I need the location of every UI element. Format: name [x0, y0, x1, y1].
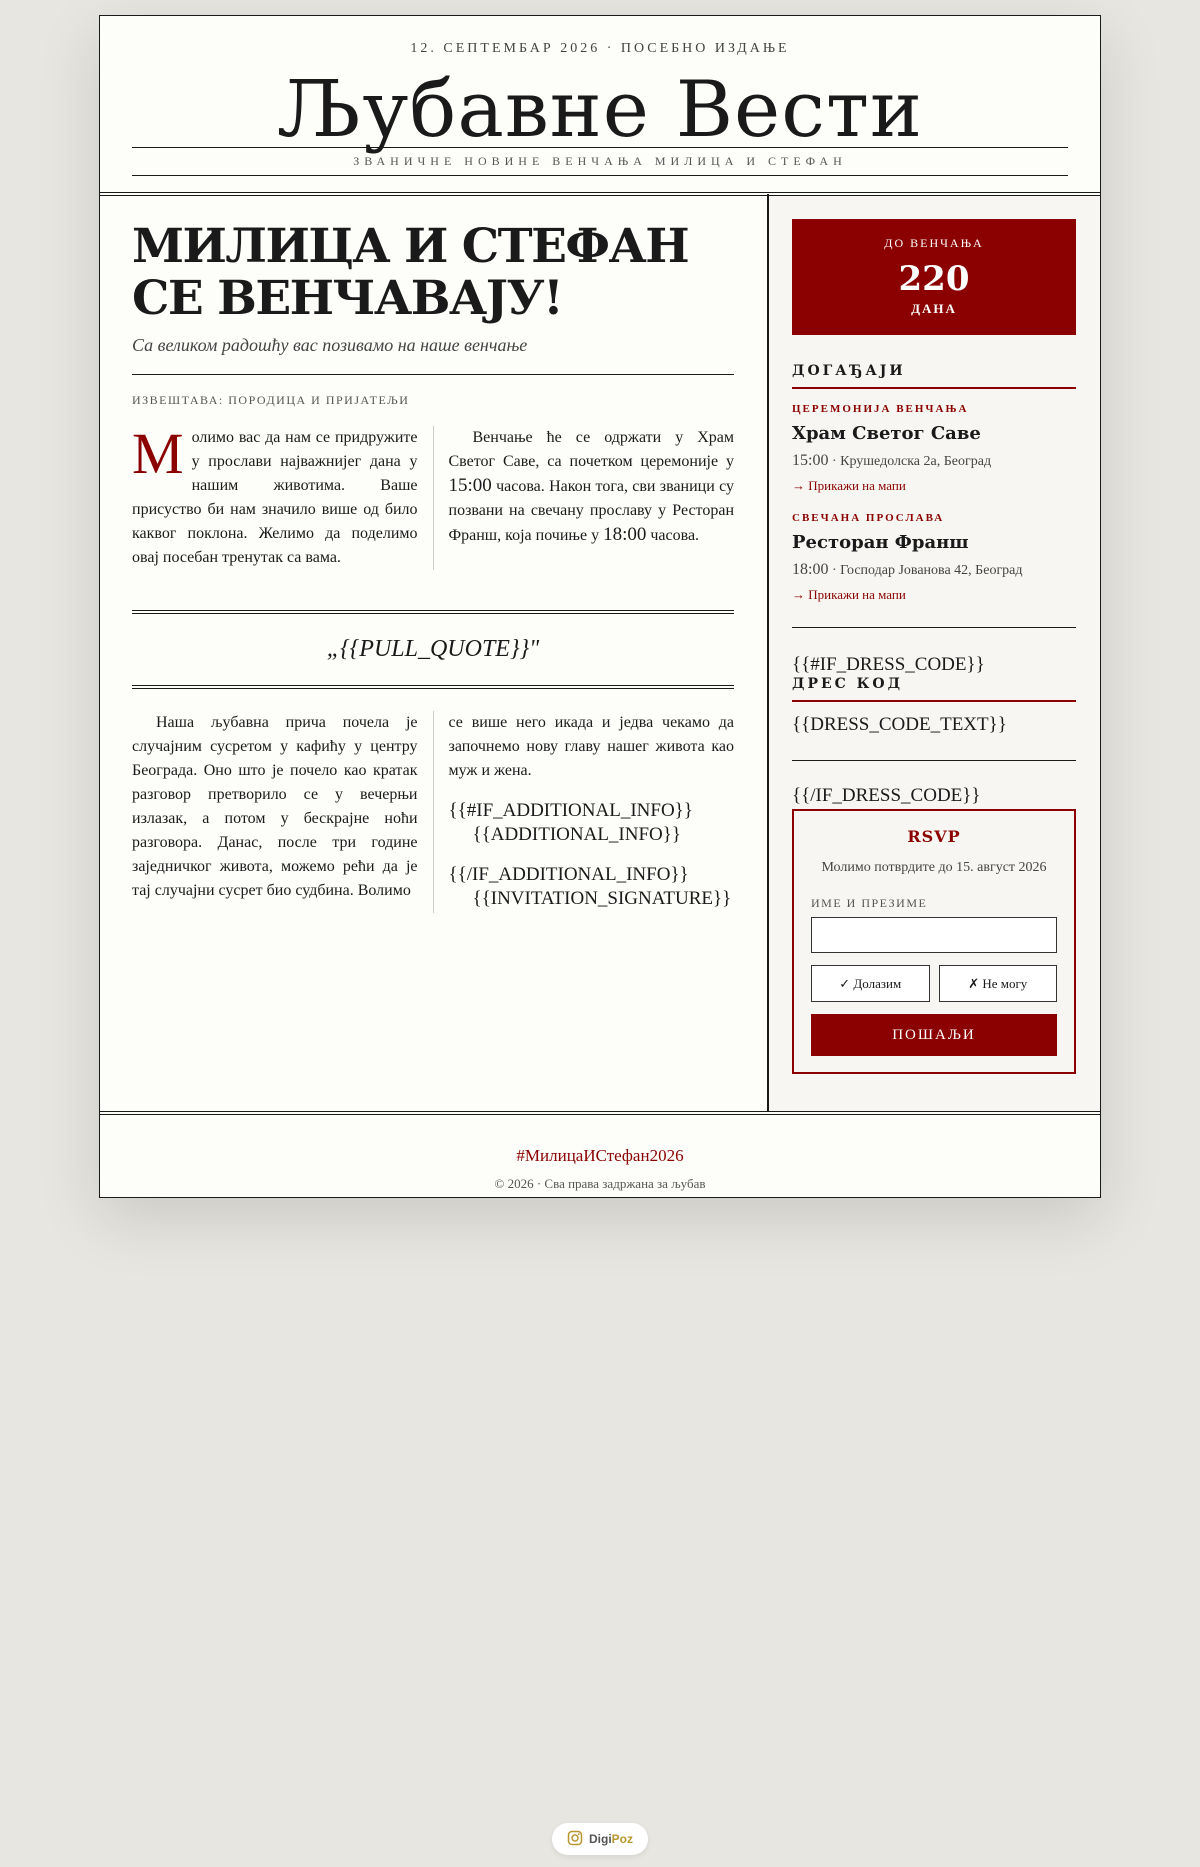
sidebar — [792, 219, 1076, 1074]
name-field-label: ИМЕ И ПРЕЗИМЕ — [811, 896, 928, 910]
event-address: · Крушедолска 2а, Београд — [828, 454, 992, 469]
main-article — [132, 221, 734, 913]
instagram-icon — [567, 1830, 583, 1849]
additional-info-if-tag: {{#IF_ADDITIONAL_INFO}} — [448, 800, 693, 821]
article-headline: МИЛИЦА И СТЕФАН СЕ ВЕНЧАВАЈУ! — [132, 219, 689, 326]
map-link[interactable]: → Прикажи на мапи — [792, 478, 906, 493]
countdown-label: ДО ВЕНЧАЊА — [884, 236, 984, 250]
map-link[interactable]: → Прикажи на мапи — [792, 587, 906, 602]
sidebar-rule — [792, 627, 1076, 628]
copyright: © 2026 · Сва права задржана за љубав — [494, 1176, 706, 1191]
intro-columns — [132, 421, 734, 570]
additional-info: {{ADDITIONAL_INFO}} — [472, 824, 682, 845]
event-venue: Храм Светог Саве — [792, 423, 981, 444]
event-info — [792, 561, 1076, 579]
article-byline: ИЗВЕШТАВА: ПОРОДИЦА И ПРИЈАТЕЉИ — [132, 393, 410, 407]
event-venue: Ресторан Франш — [792, 532, 969, 553]
masthead — [100, 16, 1100, 194]
decline-button[interactable]: ✗ Не могу — [939, 965, 1058, 1002]
intro-text: олимо вас да нам се придружите у прослави најважнијег дана у нашим животима. Ваше присуство би нам значило више од било каквог поклона. Желимо да поделимо овај посебан тренутак са вама. — [132, 429, 418, 566]
rsvp-form — [792, 809, 1076, 1074]
dress-code-if-tag: {{#IF_DRESS_CODE}} — [792, 654, 985, 675]
event-label: ЦЕРЕМОНИЈА ВЕНЧАЊА — [792, 403, 969, 415]
attend-button[interactable]: ✓ Долазим — [811, 965, 930, 1002]
masthead-rule — [132, 175, 1068, 176]
brand-name — [589, 1832, 633, 1846]
countdown-box — [792, 219, 1076, 335]
edition-line: 12. СЕПТЕМБАР 2026 · ПОСЕБНО ИЗДАЊЕ — [410, 41, 790, 56]
story-columns — [132, 711, 734, 913]
dress-code-endif-tag: {{/IF_DRESS_CODE}} — [792, 785, 981, 806]
intro-details-text: часова. Након тога, сви званици су позвани на свечану прославу у Ресторан Франш, која почиње у — [448, 478, 734, 544]
newspaper-title: Љубавне Вести — [276, 65, 924, 155]
newspaper-subtitle: ЗВАНИЧНЕ НОВИНЕ ВЕНЧАЊА МИЛИЦА И СТЕФАН — [353, 154, 847, 168]
brand-name-part: Digi — [588, 1832, 612, 1846]
intro-column-right — [434, 426, 735, 570]
event-reception — [792, 512, 1076, 603]
party-time: 18:00 — [603, 524, 647, 545]
newspaper-invitation — [99, 15, 1101, 1198]
event-ceremony — [792, 403, 1076, 494]
dress-code-text: {{DRESS_CODE_TEXT}} — [792, 714, 1007, 735]
article-deck: Са великом радошћу вас позивамо на наше венчање — [132, 335, 528, 355]
drop-cap: М — [132, 421, 184, 486]
event-time: 18:00 — [792, 561, 829, 578]
additional-info-endif-tag: {{/IF_ADDITIONAL_INFO}} — [448, 864, 689, 885]
brand-name-part: Poz — [611, 1832, 633, 1846]
intro-details-text: Венчање ће се одржати у Храм Светог Саве, са почетком церемоније у — [448, 429, 734, 470]
event-time: 15:00 — [792, 452, 829, 469]
dress-code-title: ДРЕС КОД — [792, 676, 1076, 702]
name-input[interactable] — [811, 917, 1057, 953]
event-address: · Господар Јованова 42, Београд — [828, 563, 1023, 578]
story-column-right — [434, 711, 735, 913]
event-info — [792, 452, 1076, 470]
story-text: се више него икада и једва чекамо да започнемо нову главу нашег живота као муж и жена. — [448, 714, 734, 779]
invitation-signature: {{INVITATION_SIGNATURE}} — [472, 888, 732, 909]
countdown-days: 220 — [898, 259, 970, 299]
column-divider — [767, 194, 769, 1112]
countdown-unit: ДАНА — [911, 301, 957, 316]
events-title: ДОГАЂАЈИ — [792, 363, 1076, 389]
deck-rule — [132, 374, 734, 375]
hashtag: #МилицаИСтефан2026 — [516, 1146, 684, 1165]
story-column-left: Наша љубавна прича почела је случајним сусретом у кафићу у центру Београда. Оно што је почело као кратак разговор претворило се у вечерњи излазак, а потом у бескрајне ноћи разговора. Данас, после три године заједничког живота, можемо рећи да је тај случајни сусрет био судбина. Волимо — [132, 711, 434, 913]
footer — [100, 1146, 1100, 1192]
rsvp-deadline: Молимо потврдите до 15. август 2026 — [821, 860, 1047, 875]
rsvp-title: RSVP — [907, 827, 961, 846]
ceremony-time: 15:00 — [448, 475, 492, 496]
attendance-choices — [811, 965, 1057, 1002]
pull-quote: „{{PULL_QUOTE}}" — [326, 636, 540, 662]
intro-column-left — [132, 421, 434, 570]
pull-quote-rule — [132, 685, 734, 689]
masthead-rule — [132, 147, 1068, 148]
brand-badge[interactable] — [552, 1823, 648, 1855]
sidebar-rule — [792, 760, 1076, 761]
intro-details-text: часова. — [646, 527, 700, 544]
footer-rule — [100, 1111, 1100, 1115]
submit-button[interactable]: ПОШАЉИ — [811, 1014, 1057, 1056]
event-label: СВЕЧАНА ПРОСЛАВА — [792, 512, 945, 524]
